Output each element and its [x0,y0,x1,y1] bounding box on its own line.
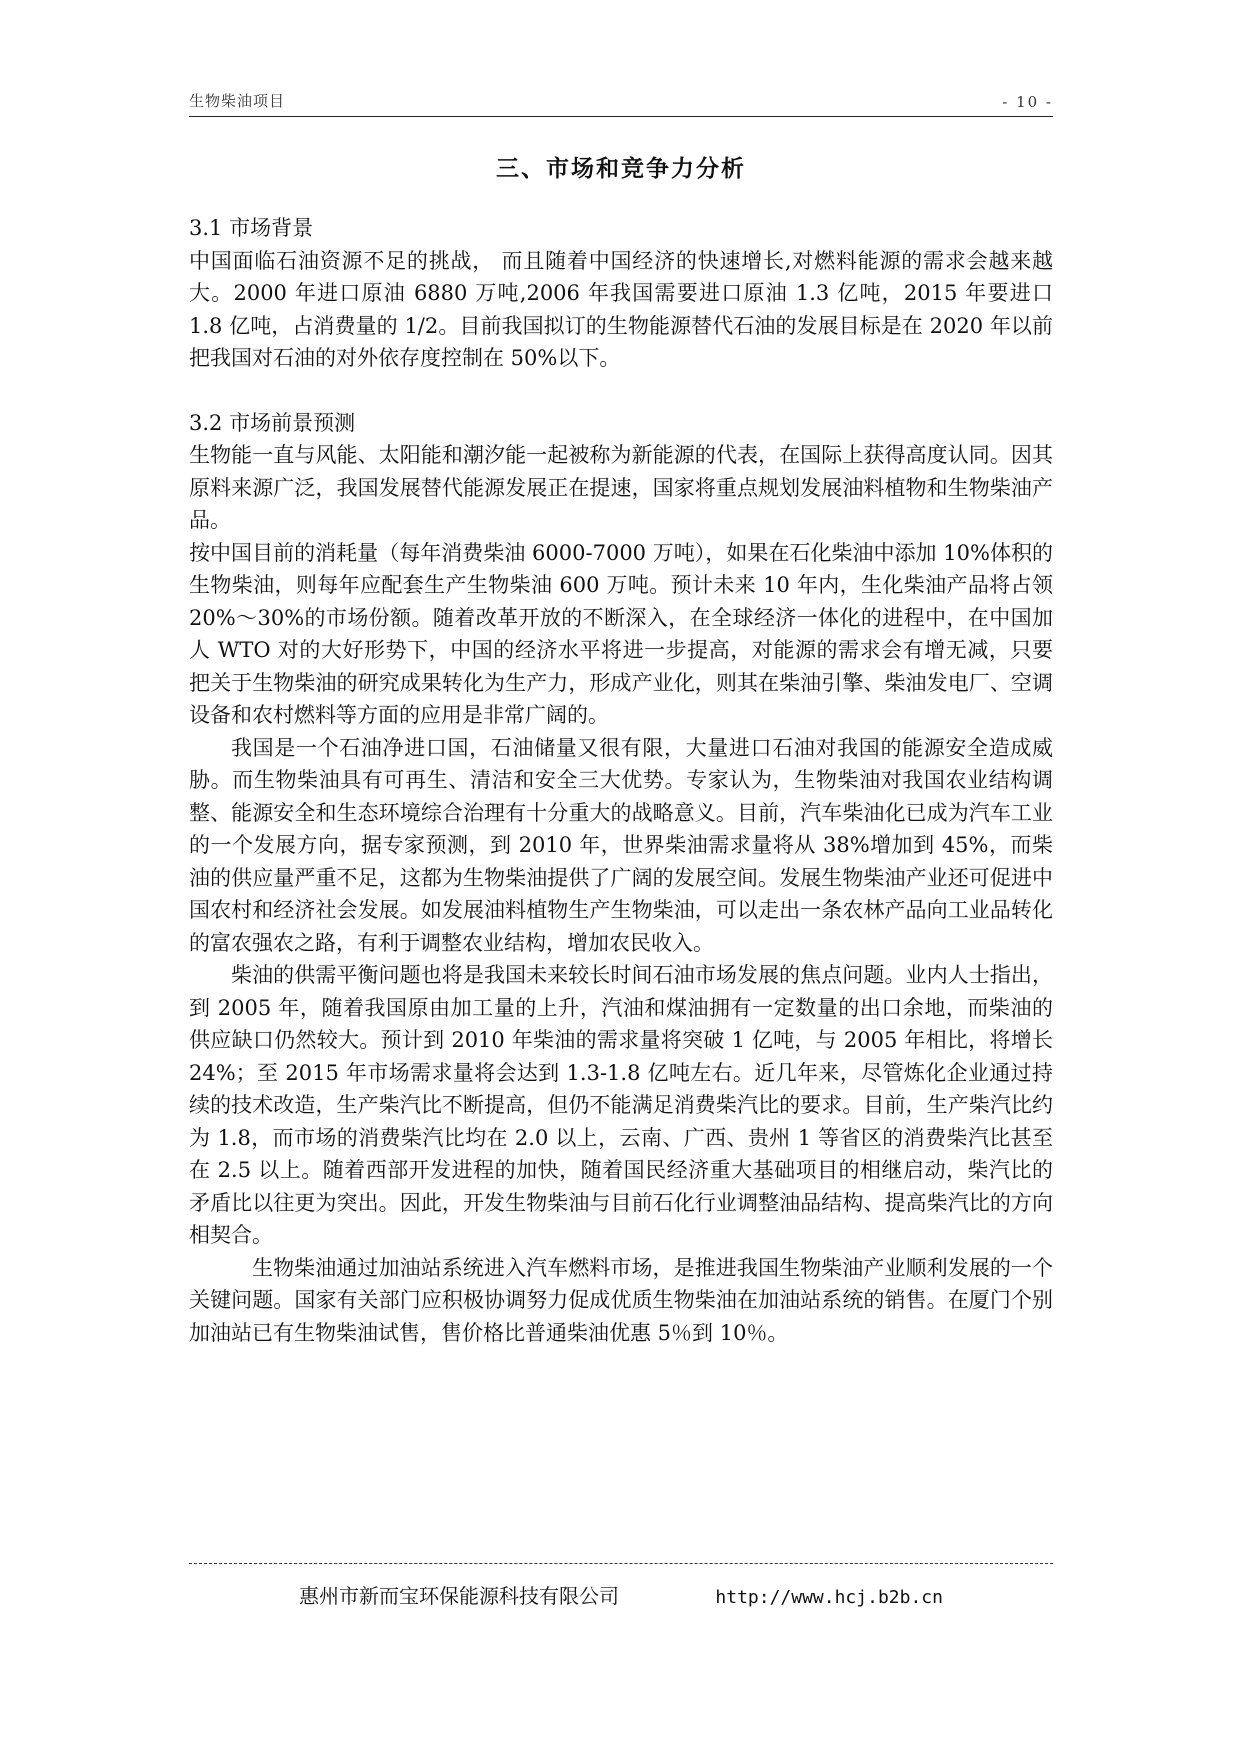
footer-company: 惠州市新而宝环保能源科技有限公司 [299,1584,620,1608]
paragraph: 按中国目前的消耗量（每年消费柴油 6000-7000 万吨），如果在石化柴油中添加 10%体积的生物柴油，则每年应配套生产生物柴油 600 万吨。预计未来 10 年内，生化柴油产品将占领 20%～30%的市场份额。随着改革开放的不断深入，在全球经济一体化的进程中，在中国加人 WTO 对的大好形势下，中国的经济水平将进一步提高，对能源的需求会有增无减，只要把关于生物柴油的研究成果转化为生产力，形成产业化，则其在柴油引擎、柴油发电厂、空调设备和农村燃料等方面的应用是非常广阔的。 [189,540,1053,727]
footer-divider [189,1563,1053,1564]
paragraph: 生物能一直与风能、太阳能和潮汐能一起被称为新能源的代表，在国际上获得高度认同。因其原料来源广泛，我国发展替代能源发展正在提速，国家将重点规划发展油料植物和生物柴油产品。 [189,443,1053,532]
section-heading-3-1: 3.1 市场背景 [189,216,314,240]
section-heading-3-2: 3.2 市场前景预测 [189,410,356,435]
paragraph: 柴油的供需平衡问题也将是我国未来较长时间石油市场发展的焦点问题。业内人士指出，到 2005 年，随着我国原由加工量的上升，汽油和煤油拥有一定数量的出口余地，而柴油的供应缺口仍然较大。预计到 2010 年柴油的需求量将突破 1 亿吨，与 2005 年相比，将增长 24%；至 2015 年市场需求量将会达到 1.3-1.8 亿吨左右。近几年来，尽管炼化企业通过持续的技术改造，生产柴汽比不断提高，但仍不能满足消费柴汽比的要求。目前，生产柴汽比约为 1.8，而市场的消费柴汽比均在 2.0 以上，云南、广西、贵州 1 等省区的消费柴汽比甚至在 2.5 以上。随着西部开发进程的加快，随着国民经济重大基础项目的相继启动，柴汽比的矛盾比以往更为突出。因此，开发生物柴油与目前石化行业调整油品结构、提高柴汽比的方向相契合。 [189,963,1053,1247]
paragraph-gap [189,375,1053,407]
paragraph: 中国面临石油资源不足的挑战， 而且随着中国经济的快速增长,对燃料能源的需求会越来越大。2000 年进口原油 6880 万吨,2006 年我国需要进口原油 1.3 亿吨，2015 年要进口 1.8 亿吨，占消费量的 1/2。目前我国拟订的生物能源替代石油的发展目标是在 2020 年以前把我国对石油的对外依存度控制在 50%以下。 [189,248,1053,370]
section-title: 三、市场和竞争力分析 [496,155,746,182]
paragraph: 生物柴油通过加油站系统进入汽车燃料市场，是推进我国生物柴油产业顺利发展的一个关键问题。国家有关部门应积极协调努力促成优质生物柴油在加油站系统的销售。在厦门个别加油站已有生物柴油试售，售价格比普通柴油优惠 5％到 10％。 [189,1255,1053,1345]
paragraph: 我国是一个石油净进口国，石油储量又很有限，大量进口石油对我国的能源安全造成威胁。而生物柴油具有可再生、清洁和安全三大优势。专家认为，生物柴油对我国农业结构调整、能源安全和生态环境综合治理有十分重大的战略意义。目前，汽车柴油化已成为汽车工业的一个发展方向，据专家预测，到 2010 年，世界柴油需求量将从 38%增加到 45%，而柴油的供应量严重不足，这都为生物柴油提供了广阔的发展空间。发展生物柴油产业还可促进中国农村和经济社会发展。如发展油料植物生产生物柴油，可以走出一条农林产品向工业品转化的富农强农之路，有利于调整农业结构，增加农民收入。 [189,735,1053,955]
page-footer [189,1580,1053,1609]
header-page-number: - 10 - [1002,93,1053,111]
footer-url[interactable]: http://www.hcj.b2b.cn [715,1587,943,1608]
header-project-name: 生物柴油项目 [189,92,286,110]
document-body [189,212,1053,1349]
page-header [189,88,1053,117]
